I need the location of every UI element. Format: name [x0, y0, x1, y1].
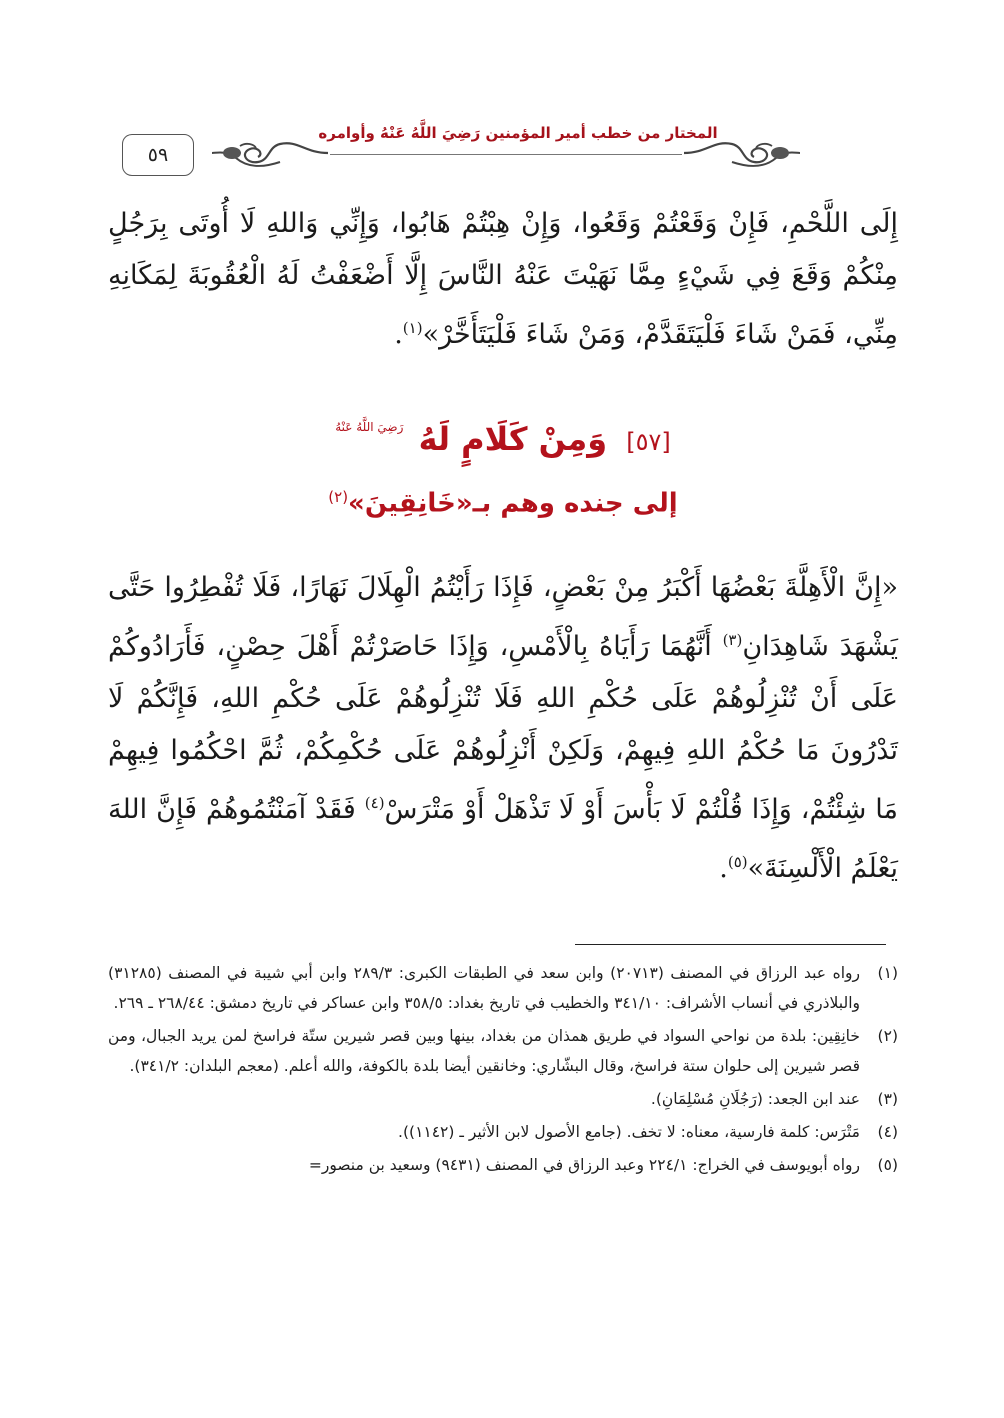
ornament-right-icon	[682, 136, 802, 170]
footnote-number: (٢)	[877, 1027, 898, 1045]
paragraph-2-part-1: «إِنَّ الْأَهِلَّةَ بَعْضُهَا أَكْبَرُ مِنْ بَعْضٍ، فَإِذَا رَأَيْتُمُ الْهِلَالَ نَهَارًا، فَلَا تُفْطِرُوا حَتَّى يَشْهَدَ شَاهِدَانِ	[108, 572, 898, 662]
footnote-separator	[575, 944, 886, 945]
footnote-number: (٥)	[877, 1156, 898, 1174]
section-heading	[108, 420, 898, 458]
footnote-number: (١)	[877, 964, 898, 982]
footnote-number: (٤)	[877, 1123, 898, 1141]
footnote-ref-5[interactable]: (٥)	[727, 853, 748, 871]
footnote-item	[108, 1084, 898, 1114]
page-number: ٥٩	[122, 134, 194, 176]
paragraph-1	[108, 198, 898, 361]
paragraph-1-text: إِلَى اللَّحْمِ، فَإِنْ وَقَعْتُمْ وَقَعُوا، وَإِنْ هِبْتُمْ هَابُوا، وَإِنِّي وَاللهِ لَا أُوتَى بِرَجُلٍ مِنْكُمْ وَقَعَ فِي شَيْءٍ مِمَّا نَهَيْتَ عَنْهُ النَّاسَ إِلَّا أَضْعَفْتُ لَهُ الْعُقُوبَةَ لِمَكَانِهِ مِنِّي، فَمَنْ شَاءَ فَلْيَتَقَدَّمْ، وَمَنْ شَاءَ فَلْيَتَأَخَّرْ»	[108, 208, 898, 350]
footnote-text: رواه أبويوسف في الخراج: ٢٢٤/١ وعبد الرزاق في المصنف (٩٤٣١) وسعيد بن منصور=	[308, 1156, 860, 1174]
footnote-ref-3[interactable]: (٣)	[722, 631, 743, 649]
page-header	[108, 118, 898, 178]
footnote-item	[108, 958, 898, 1018]
running-title: المختار من خطب أمير المؤمنين رَضِيَ اللَّهُ عَنْهُ وأوامره	[318, 124, 718, 142]
footnote-text: رواه عبد الرزاق في المصنف (٢٠٧١٣) وابن سعد في الطبقات الكبرى: ٢٨٩/٣ وابن أبي شيبة في المصنف (٣١٢٨٥) والبلاذري في أنساب الأشراف: ٣٤١/١٠ والخطيب في تاريخ بغداد: ٣٥٨/٥ وابن عساكر في تاريخ دمشق: ٢٦٨/٤٤ ـ ٢٦٩.	[108, 964, 860, 1012]
paragraph-1-end: .	[394, 319, 403, 350]
footnotes	[108, 958, 898, 1183]
footnote-item	[108, 1117, 898, 1147]
section-title: وَمِنْ كَلَامٍ لَهُ	[418, 420, 608, 458]
footnote-number: (٣)	[877, 1090, 898, 1108]
paragraph-2-part-3: فَقَدْ آمَنْتُمُوهُمْ فَإِنَّ اللهَ يَعْلَمُ الْأَلْسِنَةَ»	[108, 794, 898, 884]
footnote-ref-2[interactable]: (٢)	[328, 488, 349, 506]
footnote-item	[108, 1021, 898, 1081]
section-subtitle	[108, 488, 898, 519]
header-rule	[330, 154, 682, 155]
footnote-text: عند ابن الجعد: (رَجُلَانِ مُسْلِمَانِ).	[650, 1090, 860, 1108]
section-number: [٥٧]	[626, 428, 671, 456]
paragraph-2-part-2: أَنَّهُمَا رَأَيَاهُ بِالْأَمْسِ، وَإِذَا حَاصَرْتُمْ أَهْلَ حِصْنٍ، فَأَرَادُوكُمْ عَلَى أَنْ تُنْزِلُوهُمْ عَلَى حُكْمِ اللهِ فَلَا تُنْزِلُوهُمْ عَلَى حُكْمِ اللهِ، فَإِنَّكُمْ لَا تَدْرُونَ مَا حُكْمُ اللهِ فِيهِمْ، وَلَكِنْ أَنْزِلُوهُمْ عَلَى حُكْمِكُمْ، ثُمَّ احْكُمُوا فِيهِمْ مَا شِئْتُمْ، وَإِذَا قُلْتُمْ لَا بَأْسَ أَوْ لَا تَذْهَلْ أَوْ مَتْرَسْ	[108, 631, 899, 825]
paragraph-2-end: .	[719, 853, 728, 884]
footnote-ref-1[interactable]: (١)	[402, 319, 423, 337]
paragraph-2	[108, 562, 898, 895]
footnote-ref-4[interactable]: (٤)	[364, 794, 385, 812]
footnote-text: خانِقِين: بلدة من نواحي السواد في طريق همذان من بغداد، بينها وبين قصر شيرين ستّة فراسخ لمن يريد الجبال، ومن قصر شيرين إلى حلوان ستة فراسخ، وقال البشّاري: وخانقين أيضا بلدة بالكوفة، والله أعلم. (معجم البلدان: ٣٤١/٢).	[108, 1027, 860, 1075]
footnote-text: مَتْرَس: كلمة فارسية، معناه: لا تخف. (جامع الأصول لابن الأثير ـ (١١٤٢)).	[398, 1123, 860, 1141]
honorific: رَضِيَ اللَّهُ عَنْهُ	[335, 420, 404, 434]
section-subtitle-text: إلى جنده وهم بـ«خَانِقِينَ»	[348, 488, 678, 519]
footnote-item	[108, 1150, 898, 1180]
